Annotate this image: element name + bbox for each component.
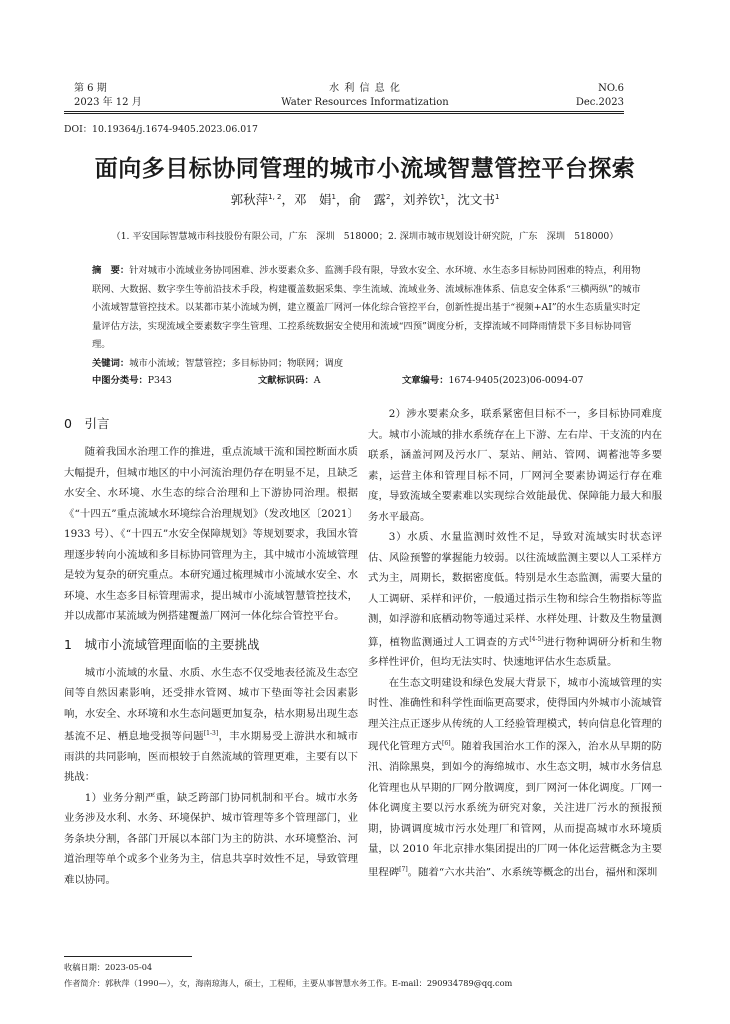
author-name: 郭秋萍 xyxy=(230,192,269,207)
paragraph-text: 进行物种调研分析和生物多样性评价，但均无法实时、快速地评估水生态质量。 xyxy=(368,635,663,669)
abstract-label: 摘 要： xyxy=(92,265,130,276)
author-bio: 作者简介：郭秋萍（1990—），女，海南琼海人，硕士，工程师，主要从事智慧水务工作。E-mail：290934789@qq.com xyxy=(64,978,513,988)
author-list xyxy=(0,190,730,208)
paragraph-text: ，丰水期易受上游洪水和城市雨洪的共同影响，医而根较于自然流域的管理更难，主要有以下挑战： xyxy=(64,730,358,784)
document-code xyxy=(258,372,321,386)
article-number xyxy=(402,372,583,386)
citation-ref: [4-5] xyxy=(529,635,544,643)
right-column xyxy=(368,404,662,883)
paragraph-text: 。随着我国治水工作的深入，治水从早期的防汛、消除黑臭，到如今的海绵城市、水生态文明，城市水务信息化管理也从早期的厂网分散调度，到厂网河一体化调度。厂网一体化调度主要以污水系统为研究对象，关注进厂污水的预报预期，协调调度城市污水处理厂和管网，从而提高城市水环境质量，以 2010 年北京排水集团提出的厂网一体化运营概念为主要里程碑 xyxy=(368,740,663,879)
abstract xyxy=(92,262,646,374)
journal-name-cn: 水 利 信 息 化 xyxy=(329,83,401,94)
keywords-text: 城市小流域；智慧管控；多目标协同；物联网；调度 xyxy=(129,357,344,369)
issue-date-en: Dec.2023 xyxy=(575,97,624,108)
left-column xyxy=(64,414,358,890)
header-rule-bottom xyxy=(64,113,624,114)
affiliation: （1. 平安国际智慧城市科技股份有限公司，广东 深圳 518000；2. 深圳市城市规划设计研究院，广东 深圳 518000） xyxy=(111,231,619,242)
article-no-label: 文章编号： xyxy=(402,375,449,386)
citation-ref: [7] xyxy=(399,865,408,873)
paragraph-text: 城市小流域的水量、水质、水生态不仅受地表径流及生态空间等自然因素影响，还受排水管网、城市下垫面等社会因素影响，水安全、水环境和水生态问题更加复杂，枯水期易出现生态基流不足、栖息地受损等问题 xyxy=(64,666,358,743)
footnote-rule xyxy=(64,956,192,957)
abstract-text: 针对城市小流域业务协同困难、涉水要素众多、监测手段有限，导致水安全、水环境、水生态多目标协同困难的特点，利用物联网、大数据、数字孪生等前沿技术手段，构建覆盖数据采集、孪生流域、流域业务、流域标准体系、信息安全体系“三横两纵”的城市小流域智慧管控技术。以某都市某小流域为例，建立覆盖厂网河一体化综合管控平台，创新性提出基于“视频+AI”的水生态质量实时定量评估方法，实现流域全要素数字孪生管理、工控系统数据安全使用和流域“四预”调度分析，支撑流域不同降雨情景下多目标协同管理。 xyxy=(92,265,641,351)
author-name: ，刘养钦 xyxy=(390,192,441,207)
section-heading-challenges: 1 城市小流域管理面临的主要挑战 xyxy=(64,636,260,652)
classification-value: P343 xyxy=(147,375,172,386)
author-name: ，邓 娟 xyxy=(281,192,332,207)
classification xyxy=(92,372,172,386)
article-no-value: 1674-9405(2023)06-0094-07 xyxy=(448,375,584,386)
challenge-item-1: 1）业务分割严重，缺乏跨部门协同机制和平台。城市水务业务涉及水利、水务、环境保护、城市管理等多个管理部门，业务条块分割，各部门开展以本部门为主的防洪、水环境整治、河道治理等单个或多个业务为主，信息共享时效性不足，导致管理难以协同。 xyxy=(64,791,358,886)
author-affil-mark: 1, 2 xyxy=(268,192,282,201)
challenges-paragraph xyxy=(64,663,358,788)
intro-paragraph: 随着我国水治理工作的推进，重点流域干流和国控断面水质大幅提升，但城市地区的中小河流治理仍存在明显不足，且缺乏水安全、水环境、水生态的综合治理和上下游协同治理。根据《“十四五”重点流域水环境综合治理规划》（发改地区〔2021〕1933 号）、《“十四五”水安全保障规划》等规划要求，我国水管理逐步转向小流域和多目标协同管理为主，其中城市小流域管理是较为复杂的研究重点。本研究通过梳理城市小流域水安全、水环境、水生态多目标管理需求，提出城市小流域智慧管控技术，并以成都市某流域为例搭建覆盖厂网河一体化综合管控平台。 xyxy=(64,446,358,622)
challenge-item-3 xyxy=(368,527,662,673)
keywords-label: 关键词： xyxy=(92,357,130,369)
background-paragraph xyxy=(368,673,662,883)
issue-number: 第 6 期 xyxy=(74,83,107,94)
author-affil-mark: 1 xyxy=(440,192,445,201)
citation-ref: [1-3] xyxy=(203,730,219,737)
doc-code-value: A xyxy=(313,375,321,386)
author-affil-mark: 1 xyxy=(331,192,336,201)
author-name: ，沈文书 xyxy=(444,192,495,207)
doc-code-label: 文献标识码： xyxy=(258,375,314,386)
citation-ref: [6] xyxy=(442,740,451,748)
author-affil-mark: 2 xyxy=(385,192,391,201)
paper-title: 面向多目标协同管理的城市小流域智慧管控平台探索 xyxy=(94,156,636,182)
header-rule-top xyxy=(64,111,624,112)
paragraph-text: 3）水质、水量监测时效性不足，导致对流域实时状态评估、风险预警的掌握能力较弱。以往流域监测主要以人工采样方式为主，周期长，数据密度低。特别是水生态监测，需要大量的人工调研、采样和评价，一般通过指示生物和综合生物指标等监测，如浮游和底栖动物等通过采样、水样处理、计数及生物量测算，植物监测通过人工调查的方式 xyxy=(368,531,662,648)
author-affil-mark: 1 xyxy=(494,192,500,201)
paragraph-text: 。随着“六水共治”、水系统等概念的出台，福州和深圳 xyxy=(407,866,658,879)
issue-number-en: NO.6 xyxy=(598,83,624,94)
journal-name-en: Water Resources Informatization xyxy=(281,97,449,108)
issue-date: 2023 年 12 月 xyxy=(74,97,142,108)
paragraph-text: 在生态文明建设和绿色发展大背景下，城市小流域管理的实时性、准确性和科学性面临更高要求，使得国内外城市小流域管理关注点正逐步从传统的人工经验管理模式，转向信息化管理的现代化管理方式 xyxy=(368,676,662,753)
doi: DOI：10.19364/j.1674-9405.2023.06.017 xyxy=(64,124,258,135)
author-name: ，俞 露 xyxy=(335,192,386,207)
section-heading-intro: 0 引言 xyxy=(64,416,110,431)
challenge-item-2: 2）涉水要素众多，联系紧密但目标不一，多目标协同难度大。城市小流域的排水系统存在上下游、左右岸、干支流的内在联系，涵盖河网及污水厂、泵站、闸站、管网、调蓄池等多要素，运营主体和管理目标不同，厂网河全要素协调运行存在难度，导致流域全要素难以实现综合效能最优、保障能力最大和服务水平最高。 xyxy=(368,408,662,523)
received-date: 收稿日期：2023-05-04 xyxy=(64,962,153,972)
classification-label: 中图分类号： xyxy=(92,375,148,386)
